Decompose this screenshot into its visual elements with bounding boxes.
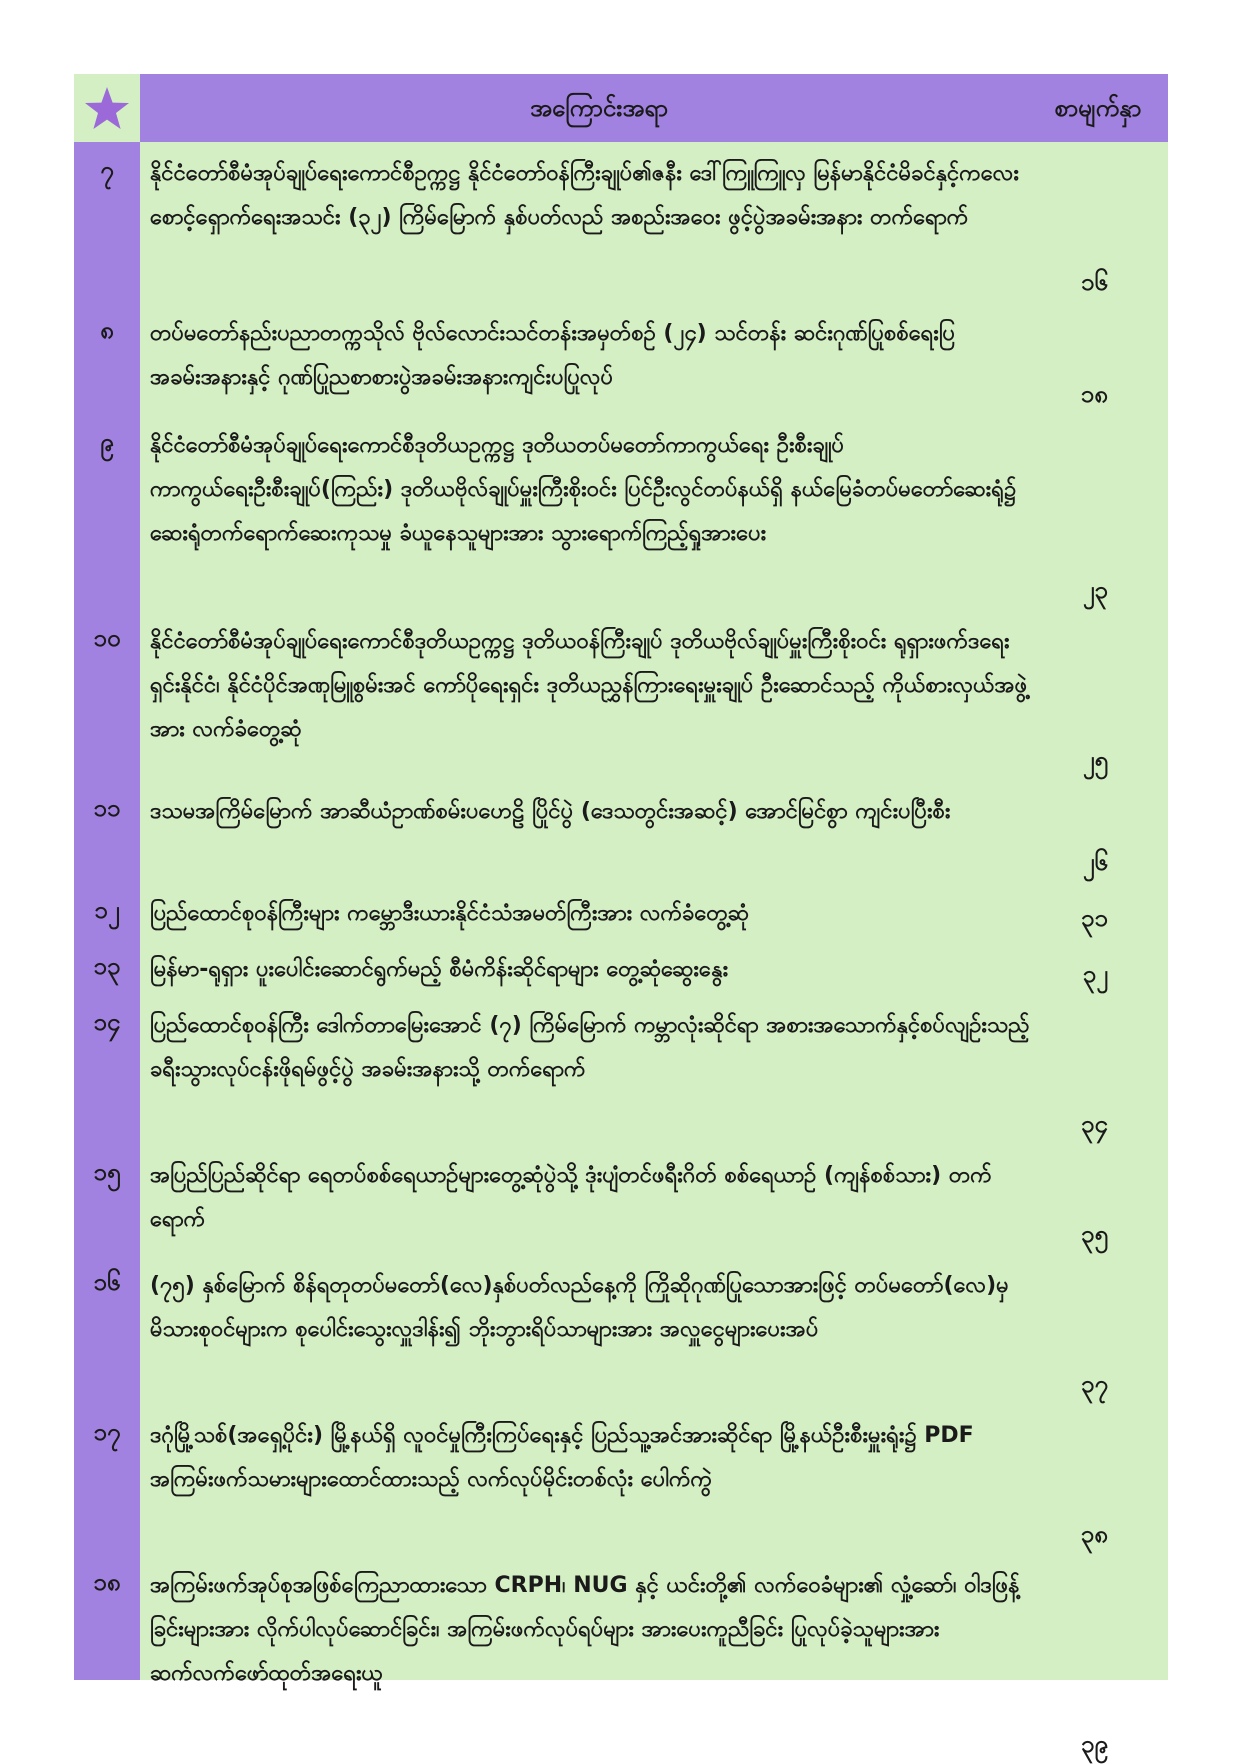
entry-title: မြန်မာ-ရုရှား ပူးပေါင်းဆောင်ရွက်မည့် စီမံကိန်းဆိုင်ရာများ တွေ့ဆုံဆွေးနွေး — [150, 957, 729, 982]
entry-number: ၁၄ — [93, 1008, 121, 1036]
entry-page: ၁၆ — [1081, 268, 1108, 296]
entry-number: ၁၈ — [93, 1568, 121, 1596]
entry-page: ၃၄ — [1081, 1110, 1108, 1138]
toc-entry[interactable] — [74, 142, 1168, 302]
entry-title: အကြမ်းဖက်အုပ်စုအဖြစ်ကြေညာထားသော CRPH၊ NUG နှင့် ယင်းတို့၏ လက်ဝေခံများ၏ လှုံ့ဆော်၊ ဝါဒဖြန့်ခြင်းများအား လိုက်ပါလုပ်ဆောင်ခြင်း၊ အကြမ်းဖက်လုပ်ရပ်များ အားပေးကူညီခြင်း ပြုလုပ်ခဲ့သူများအား ဆက်လက်ဖော်ထုတ်အရေးယူ — [150, 1573, 1020, 1686]
entry-number: ၉ — [100, 428, 114, 456]
entry-title: ဒဂုံမြို့သစ်(အရှေ့ပိုင်း) မြို့နယ်ရှိ လူဝင်မှုကြီးကြပ်ရေးနှင့် ပြည်သူ့အင်အားဆိုင်ရာ မြို့နယ်ဦးစီးမှူးရုံး၌ PDF အကြမ်းဖက်သမားများထောင်ထားသည့် လက်လုပ်မိုင်းတစ်လုံး ပေါက်ကွဲ — [150, 1423, 974, 1492]
entry-title: တပ်မတော်နည်းပညာတက္ကသိုလ် ဗိုလ်လောင်းသင်တန်းအမှတ်စဉ် (၂၄) သင်တန်း ဆင်းဂုဏ်ပြုစစ်ရေးပြအခမ်းအနားနှင့် ဂုဏ်ပြုညစာစားပွဲအခမ်းအနားကျင်းပပြုလုပ် — [150, 321, 956, 390]
toc-entry[interactable] — [74, 1404, 1168, 1554]
entry-page: ၃၁ — [1081, 904, 1108, 932]
toc-entry[interactable] — [74, 780, 1168, 882]
entry-number: ၈ — [100, 316, 114, 344]
entry-page: ၁၈ — [1080, 380, 1108, 408]
entry-title: နိုင်ငံတော်စီမံအုပ်ချုပ်ရေးကောင်စီဒုတိယဥက္ကဋ္ဌ ဒုတိယတပ်မတော်ကာကွယ်ရေး ဦးစီးချုပ် ကာကွယ်ရေးဦးစီးချုပ်(ကြည်း) ဒုတိယဗိုလ်ချုပ်မှူးကြီးစိုးဝင်း ပြင်ဦးလွင်တပ်နယ်ရှိ နယ်မြေခံတပ်မတော်ဆေးရုံ၌ ဆေးရုံတက်ရောက်ဆေးကုသမှု ခံယူနေသူများအား သွားရောက်ကြည့်ရှုအားပေး — [150, 433, 1017, 546]
entry-page: ၃၇ — [1081, 1370, 1108, 1398]
entry-number: ၁၁ — [93, 794, 121, 822]
entry-number: ၁၂ — [94, 896, 120, 924]
entry-page: ၂၃ — [1082, 576, 1108, 604]
entry-page: ၃၅ — [1081, 1220, 1108, 1248]
star-icon — [84, 86, 130, 130]
table-of-contents — [74, 74, 1168, 1758]
entry-title: အပြည်ပြည်ဆိုင်ရာ ရေတပ်စစ်ရေယာဉ်များတွေ့ဆုံပွဲသို့ ဒုံးပျံတင်ဖရီးဂိတ် စစ်ရေယာဉ် (ကျန်စစ်သား) တက်ရောက် — [150, 1163, 992, 1232]
entry-title: ဒသမအကြိမ်မြောက် အာဆီယံဥာဏ်စမ်းပဟေဠိ ပြိုင်ပွဲ (ဒေသတွင်းအဆင့်) အောင်မြင်စွာ ကျင်းပပြီးစီး — [150, 799, 951, 824]
page-column-heading: စာမျက်နှာ — [1054, 94, 1142, 122]
entry-page: ၃၉ — [1081, 1730, 1108, 1758]
entry-title: ပြည်ထောင်စုဝန်ကြီးများ ကမ္ဘောဒီးယားနိုင်ငံသံအမတ်ကြီးအား လက်ခံတွေ့ဆုံ — [150, 901, 750, 926]
toc-entry[interactable] — [74, 610, 1168, 780]
toc-entry[interactable] — [74, 882, 1168, 938]
entry-number: ၁၅ — [93, 1158, 121, 1186]
entry-title: (၇၅) နှစ်မြောက် စိန်ရတုတပ်မတော်(လေ)နှစ်ပတ်လည်နေ့ကို ကြိုဆိုဂုဏ်ပြုသောအားဖြင့် တပ်မတော်(လေ)မှ မိသားစုဝင်များက စုပေါင်းသွေးလှူဒါန်း၍ ဘိုးဘွားရိပ်သာများအား အလှူငွေများပေးအပ် — [150, 1273, 1009, 1342]
entry-page: ၂၆ — [1082, 848, 1108, 876]
header-row — [140, 74, 1168, 142]
entry-title: နိုင်ငံတော်စီမံအုပ်ချုပ်ရေးကောင်စီဥက္ကဋ္ဌ နိုင်ငံတော်ဝန်ကြီးချုပ်၏ဇနီး ဒေါ်ကြူကြူလှ မြန်မာနိုင်ငံမိခင်နှင့်ကလေးစောင့်ရှောက်ရေးအသင်း (၃၂) ကြိမ်မြောက် နှစ်ပတ်လည် အစည်းအဝေး ဖွင့်ပွဲအခမ်းအနား တက်ရောက် — [150, 161, 1019, 230]
toc-entry[interactable] — [74, 1554, 1168, 1764]
entry-number: ၁၃ — [93, 952, 121, 980]
entry-page: ၃၈ — [1080, 1520, 1108, 1548]
toc-entry[interactable] — [74, 994, 1168, 1144]
toc-entry[interactable] — [74, 414, 1168, 610]
toc-entry[interactable] — [74, 302, 1168, 414]
entry-number: ၁၇ — [93, 1418, 121, 1446]
toc-entry[interactable] — [74, 938, 1168, 994]
entry-number: ၁၆ — [93, 1268, 121, 1296]
contents-heading: အကြောင်းအရာ — [530, 94, 668, 122]
entry-number: ၁၀ — [93, 624, 121, 652]
toc-entry[interactable] — [74, 1254, 1168, 1404]
entry-title: ပြည်ထောင်စုဝန်ကြီး ဒေါက်တာမြေးအောင် (၇) ကြိမ်မြောက် ကမ္ဘာလုံးဆိုင်ရာ အစားအသောက်နှင့်စပ်လျဉ်းသည့် ခရီးသွားလုပ်ငန်းဖိုရမ်ဖွင့်ပွဲ အခမ်းအနားသို့ တက်ရောက် — [150, 1013, 1030, 1082]
entry-number: ၇ — [100, 156, 114, 184]
entry-title: နိုင်ငံတော်စီမံအုပ်ချုပ်ရေးကောင်စီဒုတိယဥက္ကဋ္ဌ ဒုတိယဝန်ကြီးချုပ် ဒုတိယဗိုလ်ချုပ်မှူးကြီးစိုးဝင်း ရုရှားဖက်ဒရေးရှင်းနိုင်ငံ၊ နိုင်ငံပိုင်အဏုမြူစွမ်းအင် ကော်ပိုရေးရှင်း ဒုတိယညွှန်ကြားရေးမှူးချုပ် ဦးဆောင်သည့် ကိုယ်စားလှယ်အဖွဲ့အား လက်ခံတွေ့ဆုံ — [150, 629, 1028, 742]
entry-page: ၂၅ — [1082, 746, 1108, 774]
toc-entry[interactable] — [74, 1144, 1168, 1254]
star-cell — [74, 74, 140, 142]
entry-page: ၃၂ — [1082, 960, 1108, 988]
